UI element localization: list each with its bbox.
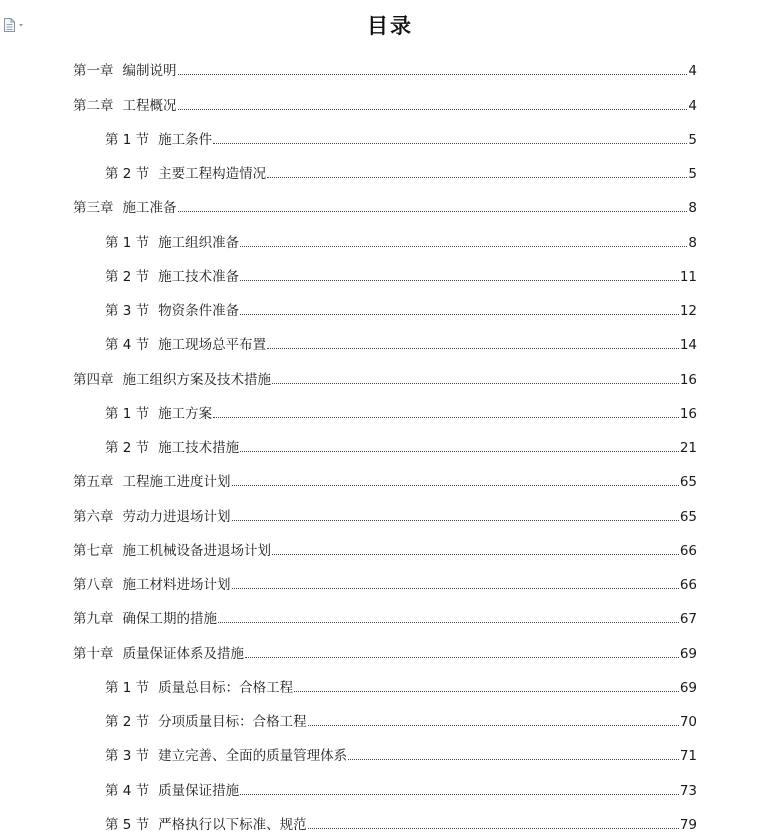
toc-entry-number: 第十章 (73, 645, 114, 662)
toc-entry-row (73, 368, 697, 388)
toc-entry-row (73, 94, 697, 114)
toc-page-number: 79 (679, 816, 697, 833)
toc-chapter-entry[interactable] (0, 564, 780, 598)
toc-entry-row (105, 436, 697, 456)
toc-entry-row (105, 402, 697, 422)
toc-entry-row (73, 196, 697, 216)
toc-entry-title: 施工机械设备进退场计划 (122, 542, 271, 559)
toc-section-entry[interactable] (0, 701, 780, 735)
toc-page-number: 65 (679, 474, 697, 491)
toc-entry-number: 第二章 (73, 97, 114, 114)
toc-page-number: 5 (688, 166, 697, 182)
toc-page-number: 66 (679, 542, 697, 559)
dot-leader (232, 485, 679, 486)
toc-entry-number: 第 2 节 (105, 268, 150, 285)
toc-page-number: 11 (679, 268, 697, 285)
toc-entry-title: 工程概况 (122, 97, 177, 114)
dot-leader (240, 794, 679, 795)
toc-page-number: 65 (679, 508, 697, 525)
toc-section-entry[interactable] (0, 735, 780, 769)
toc-entry-row (105, 676, 697, 696)
toc-chapter-entry[interactable] (0, 84, 780, 118)
toc-entry-number: 第 3 节 (105, 303, 150, 319)
toc-entry-title: 施工条件 (158, 131, 213, 148)
dot-leader (213, 143, 687, 144)
toc-entry-number: 第四章 (73, 371, 114, 388)
table-of-contents (0, 50, 780, 838)
toc-entry-title: 主要工程构造情况 (158, 166, 267, 182)
toc-page-number: 67 (679, 611, 697, 628)
toc-entry-title: 质量保证措施 (158, 782, 240, 799)
toc-entry-number: 第九章 (73, 611, 114, 628)
toc-entry-title: 施工现场总平布置 (158, 337, 267, 354)
toc-entry-number: 第八章 (73, 577, 114, 593)
dot-leader (232, 588, 679, 589)
toc-entry-title: 施工方案 (158, 405, 213, 422)
toc-section-entry[interactable] (0, 153, 780, 187)
toc-chapter-entry[interactable] (0, 461, 780, 495)
toc-entry-number: 第 2 节 (105, 166, 150, 182)
dot-leader (178, 74, 688, 75)
toc-page-number: 69 (679, 645, 697, 662)
toc-entry-title: 施工准备 (122, 200, 177, 217)
dot-leader (218, 622, 679, 623)
toc-page-number: 66 (679, 577, 697, 593)
toc-section-entry[interactable] (0, 290, 780, 324)
toc-page-number: 4 (688, 97, 697, 114)
toc-entry-row (105, 744, 697, 764)
toc-section-entry[interactable] (0, 427, 780, 461)
toc-chapter-entry[interactable] (0, 50, 780, 84)
toc-page-number: 16 (679, 371, 697, 388)
toc-entry-title: 编制说明 (122, 63, 177, 80)
toc-entry-title: 施工组织方案及技术措施 (122, 371, 271, 388)
dot-leader (308, 725, 679, 726)
toc-entry-title: 工程施工进度计划 (122, 474, 231, 491)
toc-entry-row (105, 710, 697, 730)
toc-entry-title: 施工技术准备 (158, 268, 240, 285)
toc-chapter-entry[interactable] (0, 495, 780, 529)
toc-entry-number: 第七章 (73, 542, 114, 559)
page-title: 目录 (367, 13, 413, 38)
toc-entry-number: 第 1 节 (105, 234, 150, 251)
toc-entry-row (105, 779, 697, 799)
dot-leader (308, 828, 679, 829)
toc-entry-number: 第 2 节 (105, 440, 150, 456)
toc-chapter-entry[interactable] (0, 598, 780, 632)
toc-page-number: 12 (679, 303, 697, 319)
toc-entry-title: 分项质量目标：合格工程 (158, 714, 307, 730)
toc-entry-number: 第六章 (73, 508, 114, 525)
toc-entry-number: 第 4 节 (105, 782, 150, 799)
toc-page-number: 8 (688, 200, 697, 217)
toc-entry-row (73, 505, 697, 525)
toc-page-number: 21 (679, 440, 697, 456)
toc-entry-row (105, 299, 697, 319)
toc-page-number: 70 (679, 714, 697, 730)
dot-leader (272, 554, 679, 555)
toc-entry-row (73, 607, 697, 627)
dot-leader (178, 109, 688, 110)
toc-entry-row (73, 573, 697, 593)
toc-entry-number: 第三章 (73, 200, 114, 217)
toc-section-entry[interactable] (0, 667, 780, 701)
toc-entry-number: 第 4 节 (105, 337, 150, 354)
toc-page-number: 14 (679, 337, 697, 354)
toc-section-entry[interactable] (0, 119, 780, 153)
dot-leader (267, 348, 679, 349)
toc-entry-number: 第一章 (73, 63, 114, 80)
toc-section-entry[interactable] (0, 393, 780, 427)
toc-entry-title: 确保工期的措施 (122, 611, 217, 628)
dot-leader (232, 520, 679, 521)
toc-entry-title: 施工技术措施 (158, 440, 240, 456)
toc-entry-number: 第 1 节 (105, 405, 150, 422)
dot-leader (245, 657, 679, 658)
dot-leader (240, 246, 687, 247)
toc-page-number: 69 (679, 679, 697, 696)
toc-page-number: 71 (679, 748, 697, 765)
toc-entry-title: 建立完善、全面的质量管理体系 (158, 748, 348, 765)
toc-chapter-entry[interactable] (0, 530, 780, 564)
toc-page-number: 16 (679, 405, 697, 422)
dot-leader (348, 759, 679, 760)
toc-entry-row (105, 128, 697, 148)
toc-section-entry[interactable] (0, 324, 780, 358)
toc-entry-row (105, 162, 697, 182)
dot-leader (267, 177, 687, 178)
toc-entry-row (105, 813, 697, 833)
toc-section-entry[interactable] (0, 769, 780, 803)
toc-section-entry[interactable] (0, 804, 780, 838)
dot-leader (294, 691, 679, 692)
dot-leader (178, 211, 688, 212)
dot-leader (272, 383, 679, 384)
toc-page-number: 5 (688, 131, 697, 148)
toc-entry-title: 施工组织准备 (158, 234, 240, 251)
toc-entry-number: 第 5 节 (105, 816, 150, 833)
toc-entry-number: 第 2 节 (105, 714, 150, 730)
toc-entry-number: 第五章 (73, 474, 114, 491)
toc-entry-title: 物资条件准备 (158, 303, 240, 319)
toc-entry-row (105, 231, 697, 251)
toc-section-entry[interactable] (0, 221, 780, 255)
toc-entry-row (105, 333, 697, 353)
toc-chapter-entry[interactable] (0, 632, 780, 666)
toc-entry-row (73, 470, 697, 490)
toc-section-entry[interactable] (0, 256, 780, 290)
dot-leader (240, 314, 679, 315)
toc-entry-title: 施工材料进场计划 (122, 577, 231, 593)
toc-entry-title: 质量保证体系及措施 (122, 645, 244, 662)
toc-entry-row (105, 265, 697, 285)
toc-entry-title: 质量总目标：合格工程 (158, 679, 294, 696)
toc-page-number: 4 (688, 63, 697, 80)
toc-entry-title: 严格执行以下标准、规范 (158, 816, 307, 833)
dot-leader (213, 417, 679, 418)
toc-entry-number: 第 1 节 (105, 679, 150, 696)
toc-chapter-entry[interactable] (0, 187, 780, 221)
toc-page-number: 8 (688, 234, 697, 251)
toc-entry-row (73, 539, 697, 559)
dot-leader (240, 451, 679, 452)
dot-leader (240, 280, 679, 281)
toc-entry-row (73, 59, 697, 79)
toc-entry-number: 第 1 节 (105, 131, 150, 148)
toc-page-number: 73 (679, 782, 697, 799)
toc-entry-number: 第 3 节 (105, 748, 150, 765)
toc-entry-row (73, 642, 697, 662)
toc-entry-title: 劳动力进退场计划 (122, 508, 231, 525)
toc-chapter-entry[interactable] (0, 358, 780, 392)
